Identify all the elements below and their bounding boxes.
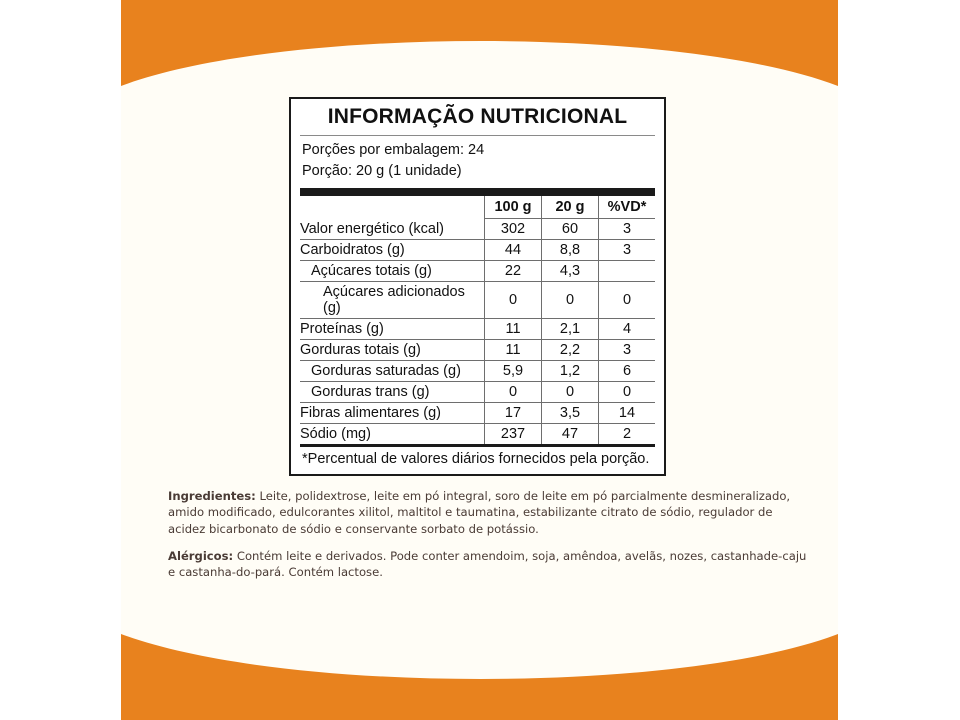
nutrient-name: Carboidratos (g) — [300, 239, 485, 260]
value-portion: 60 — [542, 218, 599, 239]
value-portion: 1,2 — [542, 360, 599, 381]
value-portion: 8,8 — [542, 239, 599, 260]
value-portion: 47 — [542, 423, 599, 445]
nutrient-name: Valor energético (kcal) — [300, 218, 485, 239]
column-header-portion: 20 g — [542, 196, 599, 219]
value-100g: 5,9 — [485, 360, 542, 381]
serving-size: Porção: 20 g (1 unidade) — [302, 162, 462, 179]
value-100g: 17 — [485, 402, 542, 423]
value-100g: 11 — [485, 318, 542, 339]
ingredients-label: Ingredientes: — [168, 489, 256, 503]
value-vd: 6 — [599, 360, 656, 381]
nutrition-facts-box — [289, 97, 666, 476]
bottom-orange-band — [121, 634, 838, 720]
nutrient-name: Sódio (mg) — [300, 423, 485, 445]
value-vd: 3 — [599, 218, 656, 239]
nutrient-name: Proteínas (g) — [300, 318, 485, 339]
table-row — [300, 281, 655, 318]
table-row — [300, 402, 655, 423]
column-header-nutrient — [300, 196, 485, 219]
value-100g: 302 — [485, 218, 542, 239]
package-panel — [121, 0, 838, 720]
servings-per-package: Porções por embalagem: 24 — [302, 142, 485, 159]
table-row — [300, 360, 655, 381]
value-100g: 0 — [485, 281, 542, 318]
value-vd: 3 — [599, 339, 656, 360]
value-vd — [599, 260, 656, 281]
value-100g: 44 — [485, 239, 542, 260]
value-vd: 4 — [599, 318, 656, 339]
value-vd: 2 — [599, 423, 656, 445]
table-row — [300, 381, 655, 402]
allergens-paragraph — [168, 548, 808, 581]
nutrient-name: Açúcares totais (g) — [300, 260, 485, 281]
heavy-divider — [300, 188, 655, 196]
value-vd: 3 — [599, 239, 656, 260]
value-vd: 0 — [599, 281, 656, 318]
value-portion: 4,3 — [542, 260, 599, 281]
nutrient-name: Gorduras totais (g) — [300, 339, 485, 360]
top-orange-band — [121, 0, 838, 86]
nutrient-name: Fibras alimentares (g) — [300, 402, 485, 423]
value-vd: 14 — [599, 402, 656, 423]
table-row — [300, 239, 655, 260]
table-header-row — [300, 196, 655, 219]
nutrient-name: Gorduras trans (g) — [300, 381, 485, 402]
value-portion: 2,1 — [542, 318, 599, 339]
column-header-vd: %VD* — [599, 196, 656, 219]
table-row — [300, 318, 655, 339]
value-portion: 0 — [542, 381, 599, 402]
value-portion: 3,5 — [542, 402, 599, 423]
table-row — [300, 339, 655, 360]
ingredients-text: Leite, polidextrose, leite em pó integral, soro de leite em pó parcialmente desmineralizado, amido modificado, edulcorantes xilitol, maltitol e taumatina, estabilizante citrato de sódio, regulador de acidez bicarbonato de sódio e conservante sorbato de potássio. — [168, 489, 791, 536]
ingredients-paragraph — [168, 488, 808, 537]
nutrient-name: Açúcares adicionados (g) — [300, 281, 485, 318]
value-vd: 0 — [599, 381, 656, 402]
nutrition-footnote: *Percentual de valores diários fornecidos pela porção. — [302, 450, 650, 467]
serving-info — [291, 136, 664, 185]
table-row — [300, 260, 655, 281]
table-row — [300, 423, 655, 445]
value-100g: 0 — [485, 381, 542, 402]
value-100g: 22 — [485, 260, 542, 281]
allergens-label: Alérgicos: — [168, 549, 234, 563]
allergens-text: Contém leite e derivados. Pode conter amendoim, soja, amêndoa, avelãs, nozes, castanhade-caju e castanha-do-pará. Contém lactose. — [168, 549, 807, 580]
nutrition-table — [300, 196, 655, 447]
value-portion: 2,2 — [542, 339, 599, 360]
value-portion: 0 — [542, 281, 599, 318]
column-header-100g: 100 g — [485, 196, 542, 219]
value-100g: 237 — [485, 423, 542, 445]
nutrition-title: INFORMAÇÃO NUTRICIONAL — [327, 105, 628, 128]
value-100g: 11 — [485, 339, 542, 360]
nutrient-name: Gorduras saturadas (g) — [300, 360, 485, 381]
table-row — [300, 218, 655, 239]
